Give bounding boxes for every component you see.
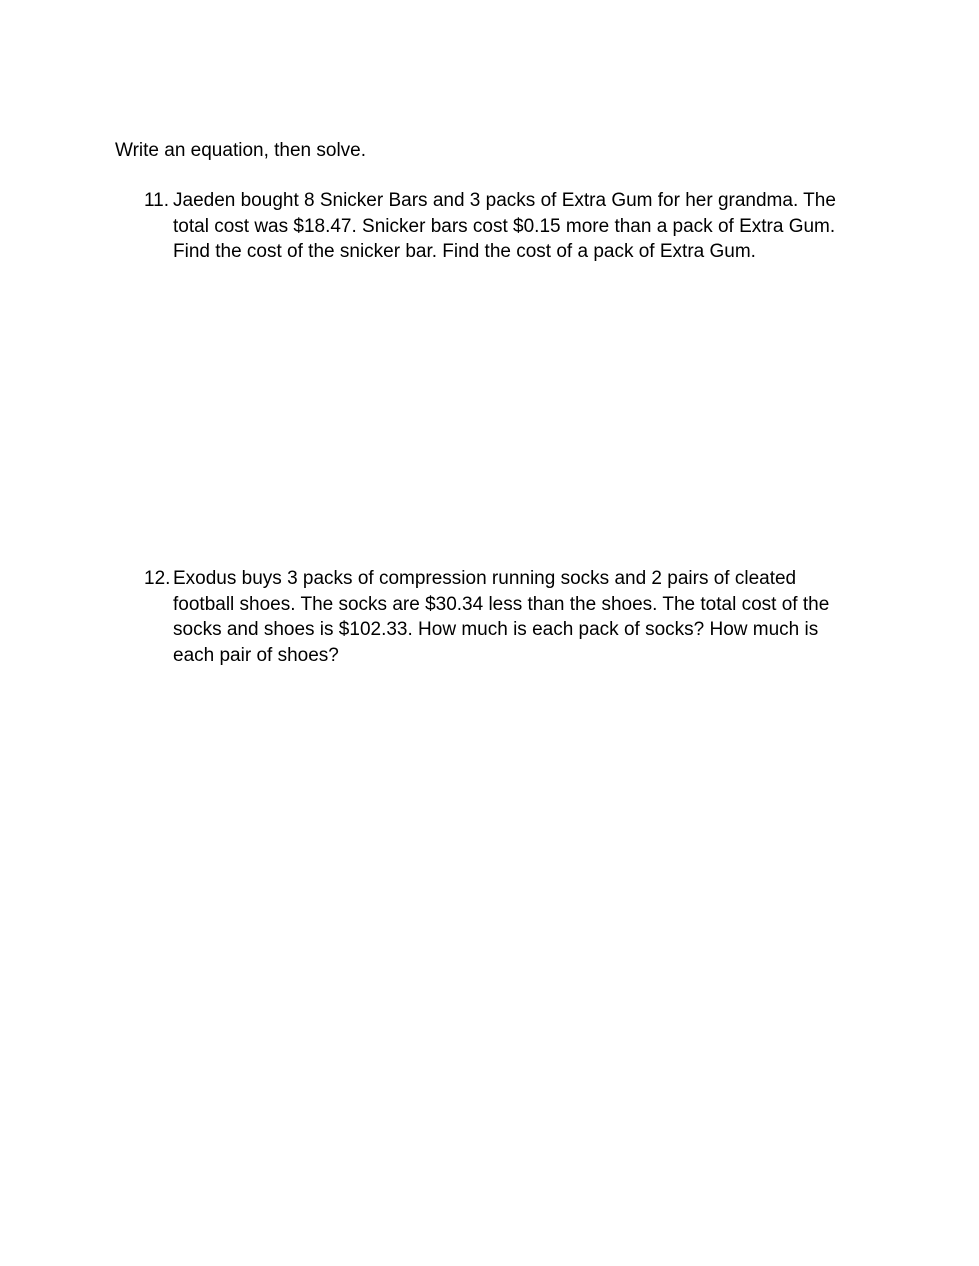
problem-text: Jaeden bought 8 Snicker Bars and 3 packs of Extra Gum for her grandma. The total cost was $18.47. Snicker bars cost $0.15 more than a pack of Extra Gum. Find the cost of the snicker bar. Find the cost of a pack of Extra Gum. [173, 190, 836, 263]
problem-text: Exodus buys 3 packs of compression running socks and 2 pairs of cleated football shoes. The socks are $30.34 less than the shoes. The total cost of the socks and shoes is $102.33. How much is each pack of socks? How much is each pair of shoes? [173, 568, 830, 667]
problem-item [144, 188, 864, 265]
instructions-text: Write an equation, then solve. [115, 140, 367, 161]
problem-number: 11. [144, 190, 170, 211]
problem-item [144, 566, 864, 669]
problem-number: 12. [144, 568, 171, 589]
